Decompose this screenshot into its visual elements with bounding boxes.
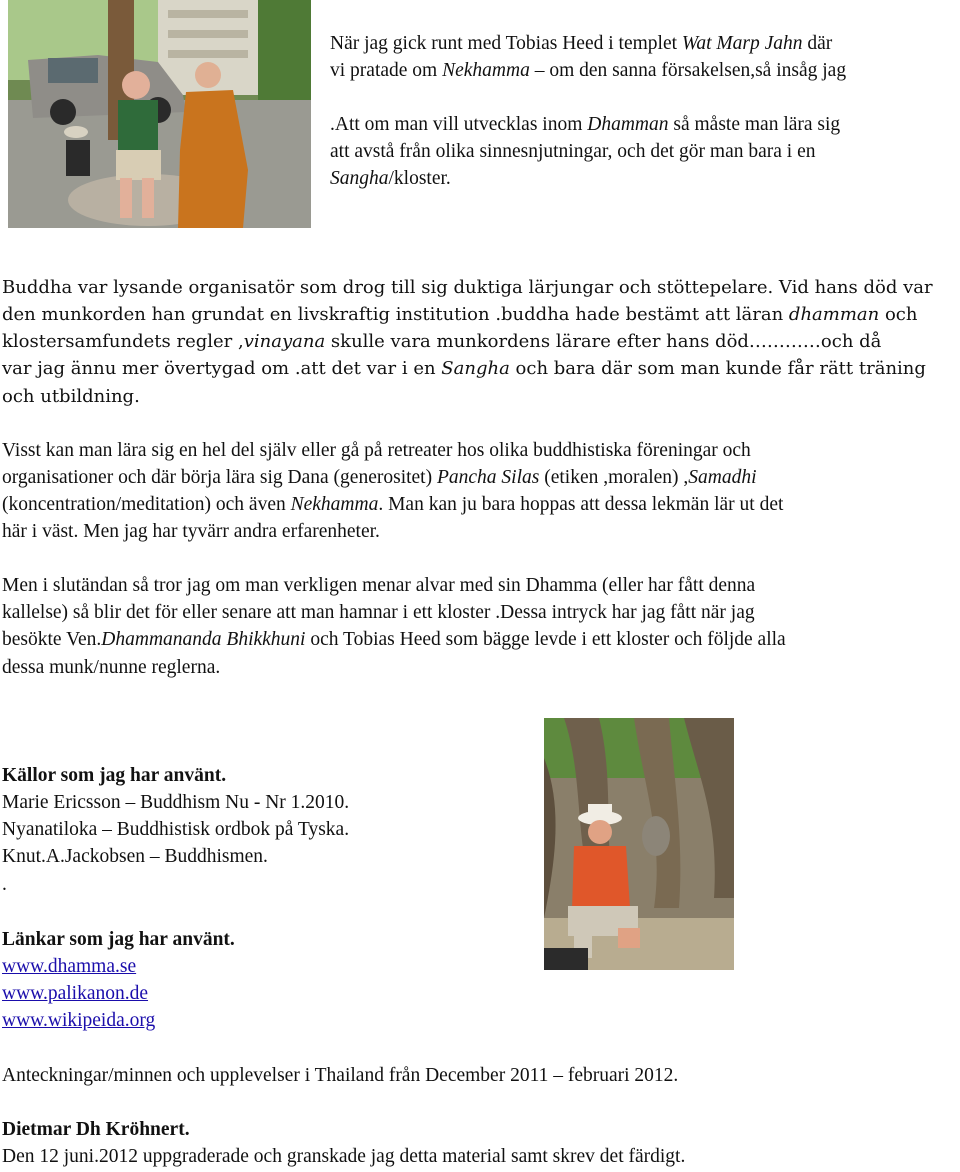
links-heading: Länkar som jag har använt. — [2, 929, 235, 950]
paragraph-1-line-4: var jag ännu mer övertygad om .att det var i en Sangha och bara där som man kunde får rätt träning — [2, 358, 926, 379]
paragraph-1-line-1: Buddha var lysande organisatör som drog till sig duktiga lärjungar och stöttepelare. Vid hans död var — [2, 277, 933, 298]
date-line: Den 12 juni.2012 uppgraderade och granskade jag detta material samt skrev det färdigt. — [2, 1146, 686, 1167]
source-item: Knut.A.Jackobsen – Buddhismen. — [2, 846, 268, 867]
paragraph-2-line-2: organisationer och där börja lära sig Dana (generositet) Pancha Silas (etiken ,moralen) ,Samadhi — [2, 467, 757, 488]
intro-line-1: När jag gick runt med Tobias Heed i templet Wat Marp Jahn där — [330, 33, 833, 54]
notes-line: Anteckningar/minnen och upplevelser i Thailand från December 2011 – februari 2012. — [2, 1065, 679, 1086]
intro-line-2: vi pratade om Nekhamma – om den sanna försakelsen,så insåg jag — [330, 60, 847, 81]
intro-line-3: .Att om man vill utvecklas inom Dhamman så måste man lära sig — [330, 114, 841, 135]
paragraph-2-line-1: Visst kan man lära sig en hel del själv eller gå på retreater hos olika buddhistiska föreningar och — [2, 440, 751, 461]
link-wikipeida-anchor[interactable]: www.wikipeida.org — [2, 1010, 156, 1031]
photo-temple-visit — [8, 0, 311, 228]
paragraph-1-line-3: klostersamfundets regler ,vinayana skulle vara munkordens lärare efter hans död…………och då — [2, 331, 882, 352]
paragraph-3-line-4: dessa munk/nunne reglerna. — [2, 657, 221, 678]
paragraph-3-line-3: besökte Ven.Dhammananda Bhikkhuni och Tobias Heed som bägge levde i ett kloster och följde alla — [2, 629, 786, 650]
author-name: Dietmar Dh Kröhnert. — [2, 1119, 190, 1140]
link-wikipeida — [2, 1007, 155, 1035]
photo-temple-visit-image — [8, 0, 311, 228]
source-item: Marie Ericsson – Buddhism Nu - Nr 1.2010. — [2, 792, 350, 813]
intro-line-4: att avstå från olika sinnesnjutningar, och det gör man bara i en — [330, 141, 816, 162]
link-palikanon — [2, 980, 148, 1008]
photo-buddha-head-tree-image — [544, 718, 734, 970]
paragraph-3-line-2: kallelse) så blir det för eller senare att man hamnar i ett kloster .Dessa intryck har jag fått när jag — [2, 602, 755, 623]
paragraph-1-line-5: och utbildning. — [2, 386, 140, 407]
link-dhamma-anchor[interactable]: www.dhamma.se — [2, 956, 137, 977]
intro-line-5: Sangha/kloster. — [330, 168, 451, 189]
link-dhamma — [2, 953, 136, 981]
sources-heading: Källor som jag har använt. — [2, 765, 227, 786]
photo-buddha-head-tree — [544, 718, 734, 970]
paragraph-3-line-1: Men i slutändan så tror jag om man verkligen menar alvar med sin Dhamma (eller har fått denna — [2, 575, 756, 596]
paragraph-1-line-2: den munkorden han grundat en livskraftig institution .buddha hade bestämt att läran dhamman och — [2, 304, 918, 325]
link-palikanon-anchor[interactable]: www.palikanon.de — [2, 983, 149, 1004]
source-item: Nyanatiloka – Buddhistisk ordbok på Tyska. — [2, 819, 350, 840]
paragraph-2-line-4: här i väst. Men jag har tyvärr andra erfarenheter. — [2, 521, 380, 542]
source-item: . — [2, 874, 7, 895]
paragraph-2-line-3: (koncentration/meditation) och även Nekhamma. Man kan ju bara hoppas att dessa lekmän lär ut det — [2, 494, 784, 515]
